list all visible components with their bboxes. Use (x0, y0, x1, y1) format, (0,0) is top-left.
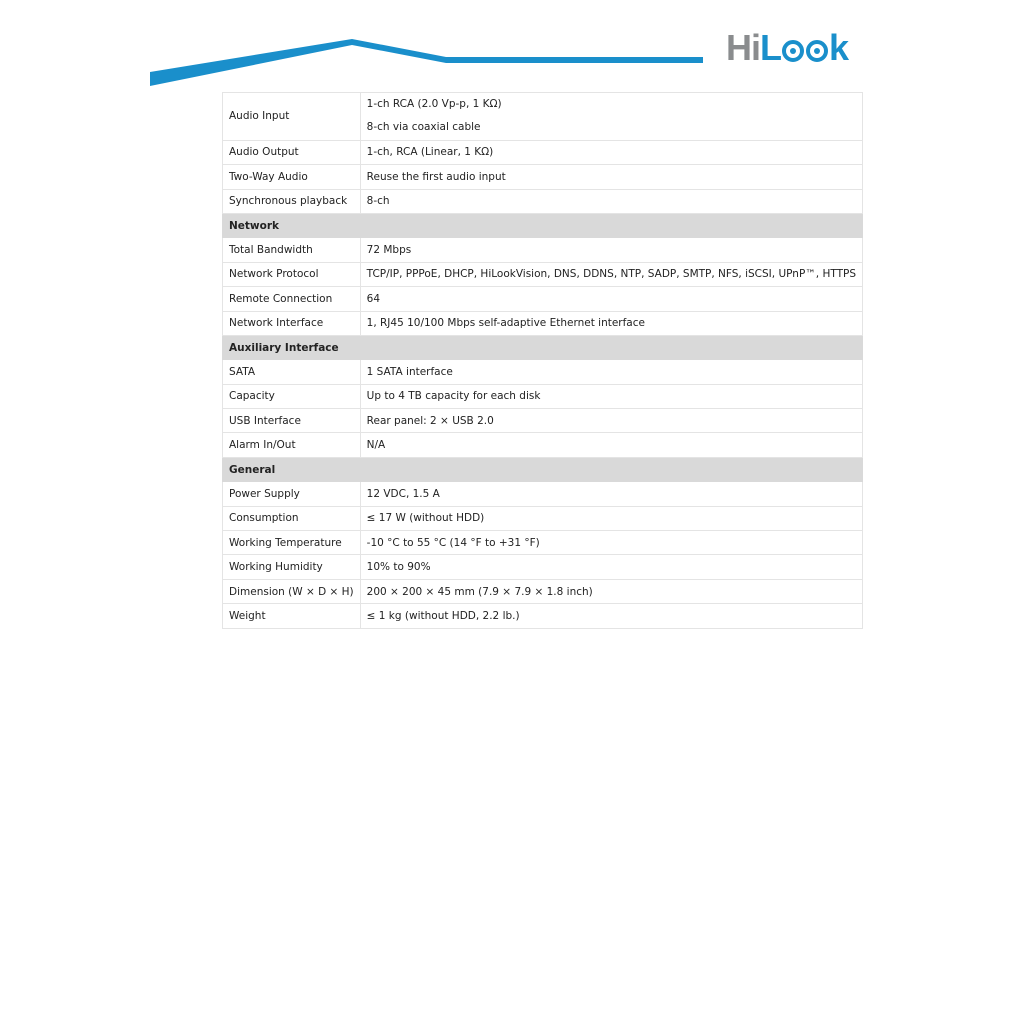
spec-value-line: 8-ch via coaxial cable (366, 121, 481, 134)
spec-row (223, 140, 863, 164)
logo-text-l: L (760, 27, 781, 68)
spec-value-cell: 10% to 90% (360, 555, 862, 579)
spec-value-cell: 12 VDC, 1.5 A (360, 482, 862, 506)
spec-label: Capacity (223, 384, 361, 408)
section-header-fill (360, 335, 862, 359)
spec-value-cell: 8-ch (360, 189, 862, 213)
spec-label: Remote Connection (223, 287, 361, 311)
spec-row (223, 262, 863, 286)
logo-o-icon (806, 40, 828, 62)
section-header-fill (360, 457, 862, 481)
spec-row (223, 555, 863, 579)
spec-row (223, 409, 863, 433)
spec-row (223, 238, 863, 262)
spec-row (223, 360, 863, 384)
spec-row (223, 384, 863, 408)
spec-table-body (223, 93, 863, 629)
spec-value-cell: 64 (360, 287, 862, 311)
spec-row (223, 165, 863, 189)
section-header-row (223, 335, 863, 359)
section-header-fill (360, 213, 862, 237)
section-header-label: General (223, 457, 361, 481)
section-header-label: Auxiliary Interface (223, 335, 361, 359)
spec-label: USB Interface (223, 409, 361, 433)
spec-row (223, 506, 863, 530)
spec-row (223, 604, 863, 628)
spec-value-cell: 200 × 200 × 45 mm (7.9 × 7.9 × 1.8 inch) (360, 579, 862, 603)
spec-label: Total Bandwidth (223, 238, 361, 262)
hilook-logo (726, 28, 848, 68)
section-header-row (223, 213, 863, 237)
spec-row (223, 189, 863, 213)
spec-label: Working Temperature (223, 531, 361, 555)
spec-value-cell: N/A (360, 433, 862, 457)
header-roofline-graphic (0, 0, 1024, 90)
logo-text-hi: Hi (726, 27, 760, 68)
logo-text-k: k (829, 27, 849, 68)
spec-value-cell: Rear panel: 2 × USB 2.0 (360, 409, 862, 433)
spec-value-cell: Up to 4 TB capacity for each disk (360, 384, 862, 408)
logo-o-icon (782, 40, 804, 62)
spec-label: SATA (223, 360, 361, 384)
section-header-row (223, 457, 863, 481)
spec-value-cell: -10 °C to 55 °C (14 °F to +31 °F) (360, 531, 862, 555)
spec-value-cell: 1, RJ45 10/100 Mbps self-adaptive Ethernet interface (360, 311, 862, 335)
section-header-label: Network (223, 213, 361, 237)
spec-label: Consumption (223, 506, 361, 530)
spec-label: Audio Input (223, 93, 361, 141)
spec-value-cell: Reuse the first audio input (360, 165, 862, 189)
spec-value-cell: 72 Mbps (360, 238, 862, 262)
roofline-shape (150, 39, 703, 86)
spec-label: Power Supply (223, 482, 361, 506)
spec-label: Alarm In/Out (223, 433, 361, 457)
spec-row (223, 287, 863, 311)
spec-label: Dimension (W × D × H) (223, 579, 361, 603)
spec-row (223, 482, 863, 506)
spec-value-cell: 1-ch, RCA (Linear, 1 KΩ) (360, 140, 862, 164)
spec-label: Two-Way Audio (223, 165, 361, 189)
spec-value-cell: ≤ 1 kg (without HDD, 2.2 lb.) (360, 604, 862, 628)
spec-row (223, 311, 863, 335)
spec-value-cell: ≤ 17 W (without HDD) (360, 506, 862, 530)
spec-row (223, 433, 863, 457)
spec-value-cell (360, 93, 862, 141)
spec-label: Synchronous playback (223, 189, 361, 213)
spec-label: Network Interface (223, 311, 361, 335)
spec-label: Network Protocol (223, 262, 361, 286)
spec-row (223, 93, 863, 141)
spec-table (222, 92, 863, 629)
spec-row (223, 579, 863, 603)
spec-value-cell: 1 SATA interface (360, 360, 862, 384)
spec-row (223, 531, 863, 555)
spec-label: Audio Output (223, 140, 361, 164)
spec-label: Working Humidity (223, 555, 361, 579)
spec-value-cell: TCP/IP, PPPoE, DHCP, HiLookVision, DNS, DDNS, NTP, SADP, SMTP, NFS, iSCSI, UPnP™, HTTPS (360, 262, 862, 286)
spec-label: Weight (223, 604, 361, 628)
spec-value-line: 1-ch RCA (2.0 Vp-p, 1 KΩ) (366, 98, 502, 110)
